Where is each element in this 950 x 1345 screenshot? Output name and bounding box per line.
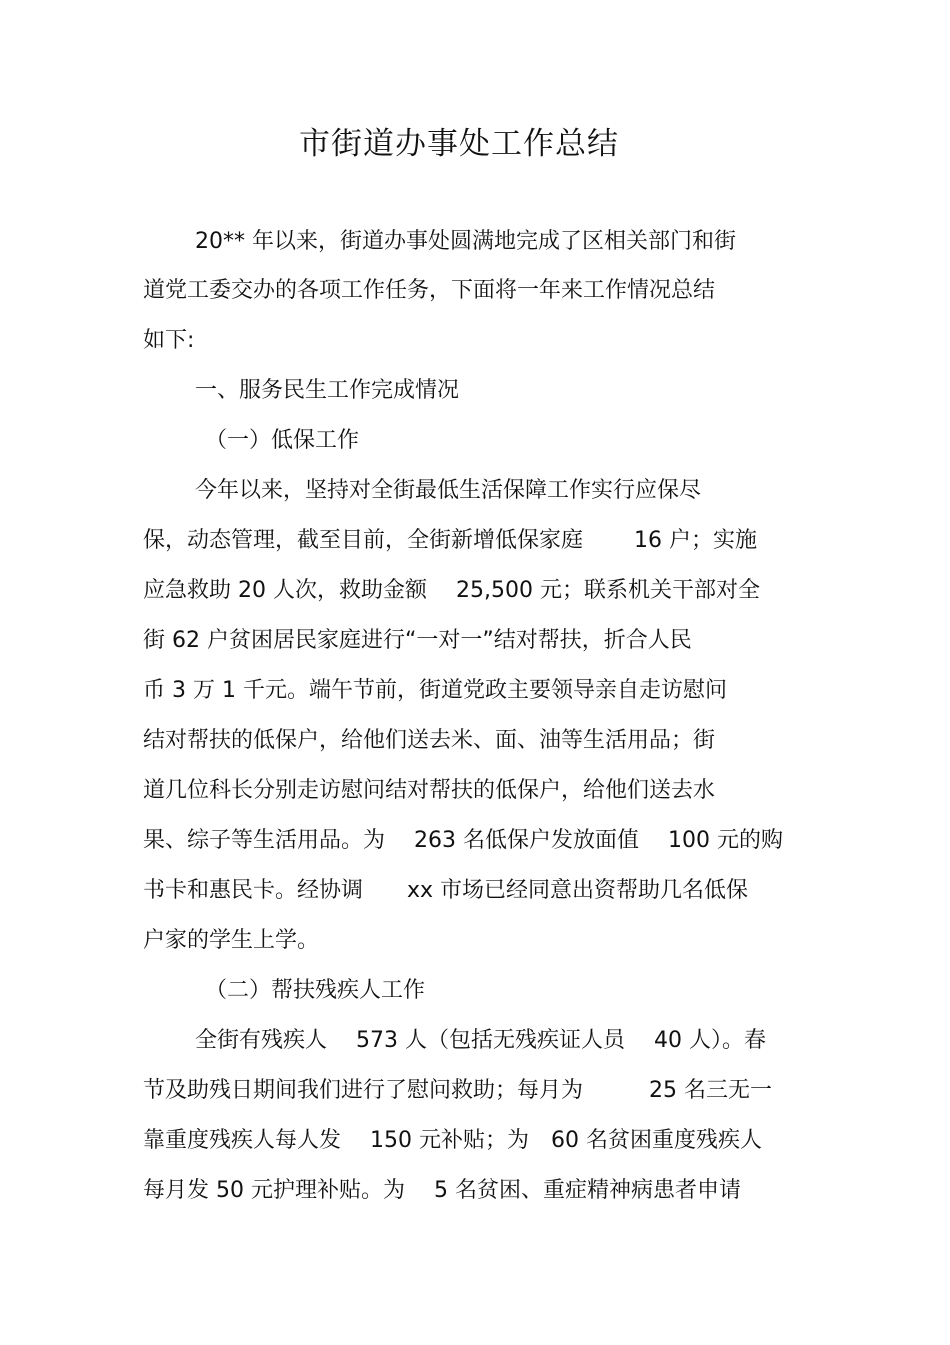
paragraph-line: 节及助残日期间我们进行了慰问救助；每月为 25 名三无一 — [143, 1078, 772, 1103]
paragraph-line: 结对帮扶的低保户，给他们送去米、面、油等生活用品；街 — [143, 728, 716, 753]
paragraph-line: 如下: — [143, 328, 195, 353]
paragraph-line: 道几位科长分别走访慰问结对帮扶的低保户，给他们送去水 — [143, 778, 716, 803]
paragraph-line: 20** 年以来，街道办事处圆满地完成了区相关部门和街 — [195, 229, 736, 254]
subsection-heading: （二）帮扶残疾人工作 — [205, 978, 426, 1003]
paragraph-line: 靠重度残疾人每人发 150 元补贴；为 60 名贫困重度残疾人 — [143, 1128, 762, 1153]
paragraph-line: 今年以来，坚持对全街最低生活保障工作实行应保尽 — [195, 478, 702, 503]
paragraph-line: 道党工委交办的各项工作任务，下面将一年来工作情况总结 — [143, 278, 716, 303]
paragraph-line: 应急救助 20 人次，救助金额 25,500 元；联系机关干部对全 — [143, 578, 760, 603]
paragraph-line: 币 3 万 1 千元。端午节前，街道党政主要领导亲自走访慰问 — [143, 678, 727, 703]
paragraph-line: 全街有残疾人 573 人（包括无残疾证人员 40 人）。春 — [195, 1028, 766, 1053]
paragraph-line: 街 62 户贫困居民家庭进行“一对一”结对帮扶，折合人民 — [143, 628, 692, 653]
paragraph-line: 保，动态管理，截至目前，全街新增低保家庭 16 户；实施 — [143, 528, 757, 553]
document-title: 市街道办事处工作总结 — [299, 126, 619, 162]
paragraph-line: 户家的学生上学。 — [143, 928, 320, 953]
section-heading: 一、服务民生工作完成情况 — [195, 378, 460, 403]
subsection-heading: （一）低保工作 — [205, 428, 360, 453]
paragraph-line: 书卡和惠民卡。经协调 xx 市场已经同意出资帮助几名低保 — [143, 878, 749, 903]
paragraph-line: 每月发 50 元护理补贴。为 5 名贫困、重症精神病患者申请 — [143, 1178, 741, 1203]
paragraph-line: 果、综子等生活用品。为 263 名低保户发放面值 100 元的购 — [143, 828, 783, 853]
